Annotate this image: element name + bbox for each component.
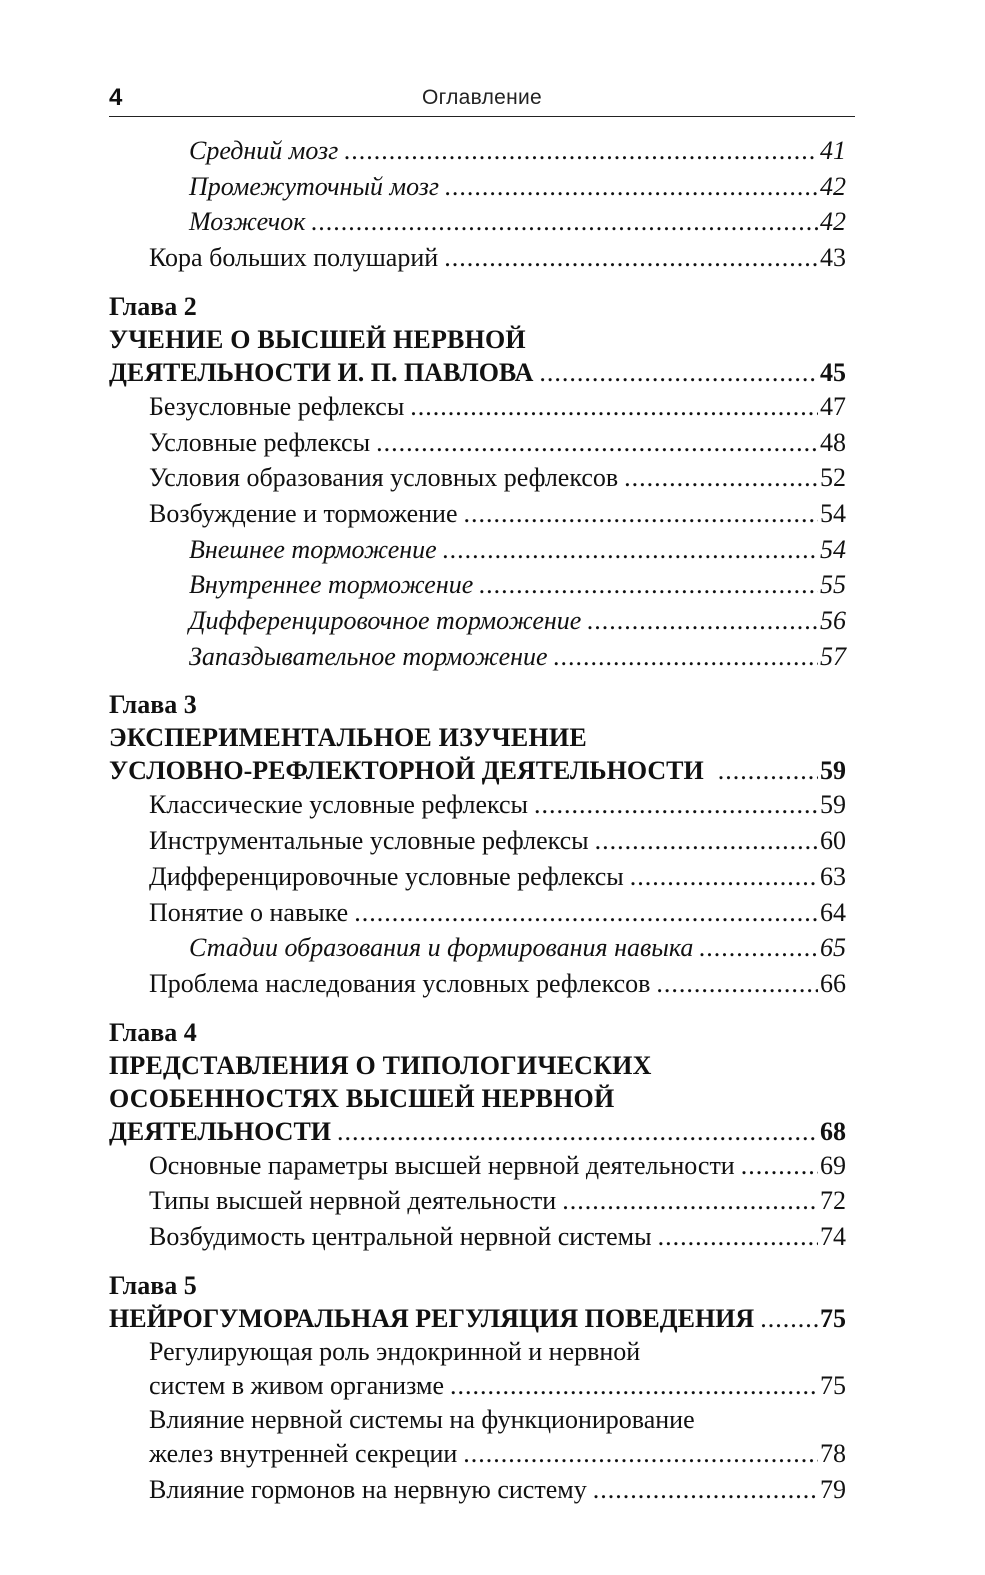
toc-entry-page: 57: [820, 641, 846, 671]
toc-entry-label: Запаздывательное торможение: [189, 641, 548, 671]
toc-entry-label: Условные рефлексы: [149, 427, 371, 457]
toc-entry[interactable]: [109, 1436, 855, 1472]
toc-entry-label: Типы высшей нервной деятельности: [149, 1186, 557, 1216]
toc-entry-label: Средний мозг: [189, 136, 339, 165]
toc-entry-page: 60: [820, 826, 846, 856]
toc-entry[interactable]: [109, 1472, 855, 1508]
toc-entry-page: 52: [820, 463, 846, 493]
toc-entry-label: Кора больших полушарий: [149, 243, 439, 273]
chapter-title-line: ОСОБЕННОСТЯХ ВЫСШЕЙ НЕРВНОЙ: [109, 1083, 615, 1113]
toc-entry[interactable]: [109, 389, 855, 425]
toc-entry[interactable]: [109, 603, 855, 639]
toc-entry-page: 43: [820, 243, 846, 273]
toc-entry-page: 56: [820, 606, 846, 636]
toc-entry[interactable]: [109, 532, 855, 568]
toc-entry-label: Инструментальные условные рефлексы: [149, 826, 589, 856]
toc-entry-page: 64: [820, 897, 846, 927]
toc-entry-page: 75: [820, 1370, 846, 1400]
toc-entry-label: систем в живом организме: [149, 1370, 444, 1400]
toc-entry-page: 55: [820, 570, 846, 600]
chapter-label: Глава 2: [109, 291, 197, 321]
chapter-label: Глава 4: [109, 1017, 197, 1047]
toc-entry[interactable]: [109, 966, 855, 1002]
toc-entry[interactable]: [109, 425, 855, 461]
toc-entry-label: Стадии образования и формирования навыка: [189, 933, 694, 963]
toc-entry[interactable]: [109, 133, 855, 169]
toc-entry-page: 79: [820, 1475, 846, 1505]
toc-entry[interactable]: [109, 1219, 855, 1255]
chapter-label: Глава 5: [109, 1270, 197, 1300]
chapter-title-entry[interactable]: [109, 754, 855, 787]
toc-entry-page: 66: [820, 968, 846, 998]
toc-entry-label: Мозжечок: [189, 207, 306, 237]
toc-entry-label: Возбуждение и торможение: [149, 498, 458, 528]
toc-entry-label: желез внутренней секреции: [149, 1439, 458, 1469]
toc-entry[interactable]: [109, 1183, 855, 1219]
toc-entry-page: 42: [820, 171, 846, 201]
toc-entry-label: Понятие о навыке: [149, 897, 349, 927]
toc-entry-label: Классические условные рефлексы: [149, 790, 529, 820]
toc-entry-label: Дифференцировочное торможение: [189, 606, 582, 636]
toc-entry-label-line: Регулирующая роль эндокринной и нервной: [149, 1336, 641, 1366]
toc-entry-page: 45: [820, 357, 846, 387]
toc-entry-label: Промежуточный мозг: [189, 171, 440, 201]
toc-entry-label: Основные параметры высшей нервной деятельности: [149, 1150, 735, 1180]
chapter-title-line: УСЛОВНО-РЕФЛЕКТОРНОЙ ДЕЯТЕЛЬНОСТИ: [109, 756, 704, 786]
toc-entry-page: 48: [820, 427, 846, 457]
toc-entry-label: Условия образования условных рефлексов: [149, 463, 619, 493]
toc-entry-page: 75: [820, 1303, 846, 1333]
chapter-title-line: ДЕЯТЕЛЬНОСТИ И. П. ПАВЛОВА: [109, 357, 534, 387]
toc-entry-label: Внутреннее торможение: [189, 570, 474, 600]
toc-entry[interactable]: [109, 639, 855, 675]
toc-entry-page: 47: [820, 391, 846, 421]
toc-entry-page: 41: [820, 136, 846, 165]
chapter-title-line: ПРЕДСТАВЛЕНИЯ О ТИПОЛОГИЧЕСКИХ: [109, 1050, 652, 1080]
toc-entry[interactable]: [109, 930, 855, 966]
toc-entry[interactable]: [109, 567, 855, 603]
toc-entry-page: 72: [820, 1186, 846, 1216]
toc-entry[interactable]: [109, 204, 855, 240]
toc-entry-page: 54: [820, 498, 846, 528]
toc-entry-label: Безусловные рефлексы: [149, 391, 405, 421]
toc-entry-page: 78: [820, 1439, 846, 1469]
running-title: Оглавление: [421, 86, 543, 109]
toc-entry-label: Проблема наследования условных рефлексов: [149, 968, 651, 998]
chapter-title-line: ЭКСПЕРИМЕНТАЛЬНОЕ ИЗУЧЕНИЕ: [109, 723, 587, 753]
toc-entry[interactable]: [109, 240, 855, 276]
chapter-title-line: УЧЕНИЕ О ВЫСШЕЙ НЕРВНОЙ: [109, 324, 526, 354]
toc-entry-page: 74: [820, 1222, 846, 1252]
chapter-label: Глава 3: [109, 690, 197, 720]
toc-entry[interactable]: [109, 1368, 855, 1404]
chapter-title-line: НЕЙРОГУМОРАЛЬНАЯ РЕГУЛЯЦИЯ ПОВЕДЕНИЯ: [109, 1303, 755, 1333]
toc-entry-page: 59: [820, 790, 846, 820]
running-header: [109, 82, 855, 117]
toc-entry-label: Влияние гормонов на нервную систему: [149, 1475, 587, 1505]
toc-entry[interactable]: [109, 1148, 855, 1184]
table-of-contents: [109, 133, 855, 1508]
chapter-title-entry[interactable]: [109, 356, 855, 389]
toc-entry[interactable]: [109, 169, 855, 205]
toc-entry-label-line: Влияние нервной системы на функционирование: [149, 1405, 695, 1435]
toc-entry-page: 65: [820, 933, 846, 963]
toc-entry-page: 69: [820, 1150, 846, 1180]
toc-entry[interactable]: [109, 460, 855, 496]
toc-entry[interactable]: [109, 787, 855, 823]
page-number: 4: [109, 84, 123, 111]
toc-entry-page: 54: [820, 534, 846, 564]
toc-entry[interactable]: [109, 859, 855, 895]
toc-entry[interactable]: [109, 496, 855, 532]
toc-entry-page: 42: [820, 207, 846, 237]
toc-entry-page: 59: [820, 756, 846, 786]
toc-entry-label: Дифференцировочные условные рефлексы: [149, 861, 624, 891]
toc-entry-page: 63: [820, 861, 846, 891]
chapter-title-entry[interactable]: [109, 1302, 855, 1335]
toc-entry-page: 68: [820, 1116, 846, 1146]
toc-entry-label: Внешнее торможение: [189, 534, 437, 564]
toc-entry-label: Возбудимость центральной нервной системы: [149, 1222, 652, 1252]
toc-entry[interactable]: [109, 823, 855, 859]
chapter-title-entry[interactable]: [109, 1115, 855, 1148]
toc-entry[interactable]: [109, 895, 855, 931]
chapter-title-line: ДЕЯТЕЛЬНОСТИ: [109, 1116, 332, 1146]
